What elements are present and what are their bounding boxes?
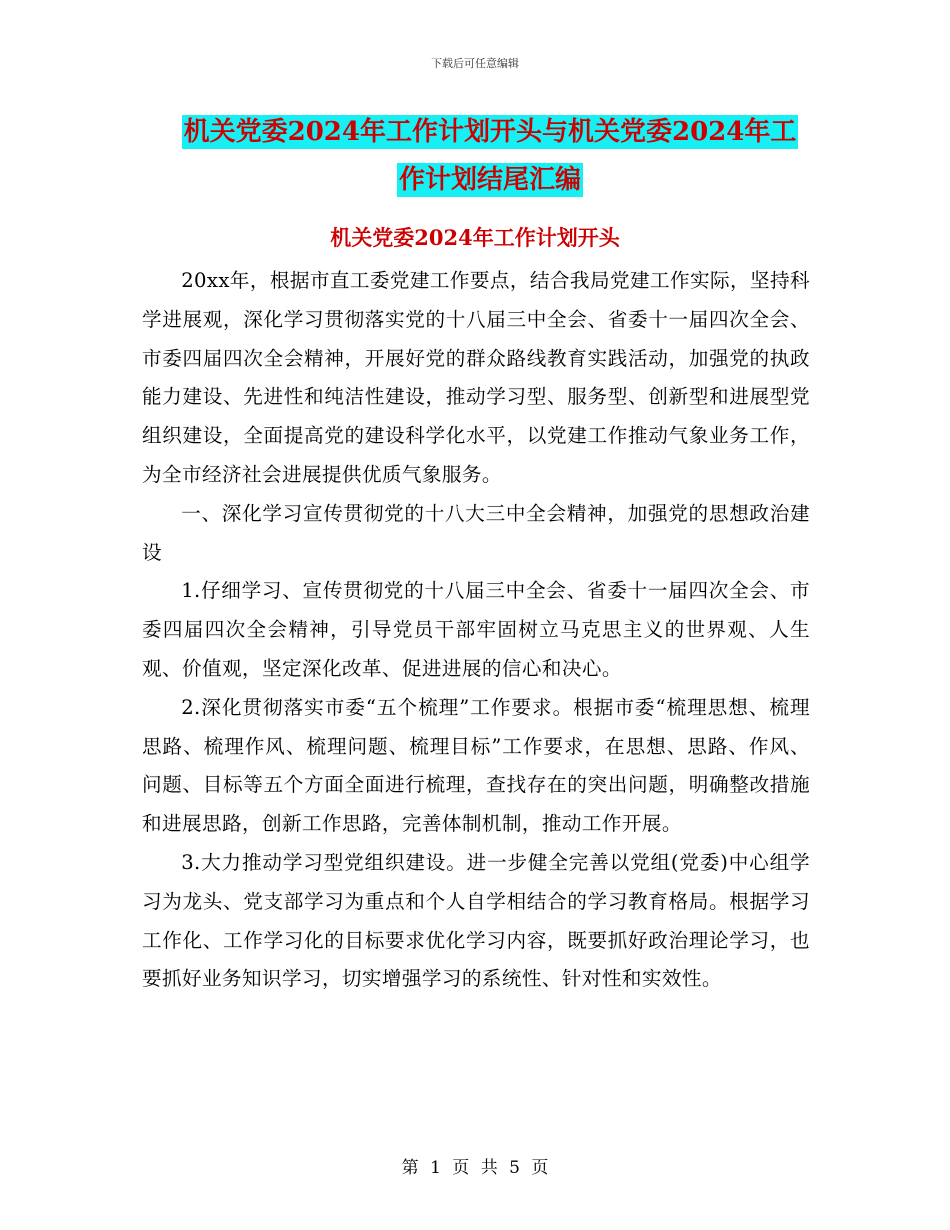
page-footer: 第 1 页 共 5 页 [401, 1158, 549, 1178]
paragraph-heading-1: 一、深化学习宣传贯彻党的十八大三中全会精神，加强党的思想政治建设 [142, 501, 810, 564]
paragraph-item-2: 2.深化贯彻落实市委“五个梳理”工作要求。根据市委“梳理思想、梳理思路、梳理作风、梳理问题、梳理目标”工作要求，在思想、思路、作风、问题、目标等五个方面全面进行梳理，查找存在的突出问题，明确整改措施和进展思路，创新工作思路，完善体制机制，推动工作开展。 [142, 695, 810, 836]
title-line-1: 机关党委2024年工作计划开头与机关党委2024年工 [183, 117, 797, 147]
header-note: 下载后可任意编辑 [431, 57, 519, 70]
paragraph-intro: 20xx年，根据市直工委党建工作要点，结合我局党建工作实际，坚持科学进展观，深化学习贯彻落实党的十八届三中全会、省委十一届四次全会、市委四届四次全会精神，开展好党的群众路线教育实践活动，加强党的执政能力建设、先进性和纯洁性建设，推动学习型、服务型、创新型和进展型党组织建设，全面提高党的建设科学化水平，以党建工作推动气象业务工作，为全市经济社会进展提供优质气象服务。 [142, 269, 810, 486]
paragraph-item-3: 3.大力推动学习型党组织建设。进一步健全完善以党组(党委)中心组学习为龙头、党支部学习为重点和个人自学相结合的学习教育格局。根据学习工作化、工作学习化的目标要求优化学习内容，既要抓好政治理论学习，也要抓好业务知识学习，切实增强学习的系统性、针对性和实效性。 [142, 850, 810, 991]
title-line-2: 作计划结尾汇编 [398, 165, 581, 195]
document-title [140, 108, 840, 204]
paragraph-item-1: 1.仔细学习、宣传贯彻党的十八届三中全会、省委十一届四次全会、市委四届四次全会精神，引导党员干部牢固树立马克思主义的世界观、人生观、价值观，坚定深化改革、促进进展的信心和决心。 [142, 579, 810, 680]
body-text [142, 262, 810, 999]
section-title: 机关党委2024年工作计划开头 [330, 225, 620, 250]
